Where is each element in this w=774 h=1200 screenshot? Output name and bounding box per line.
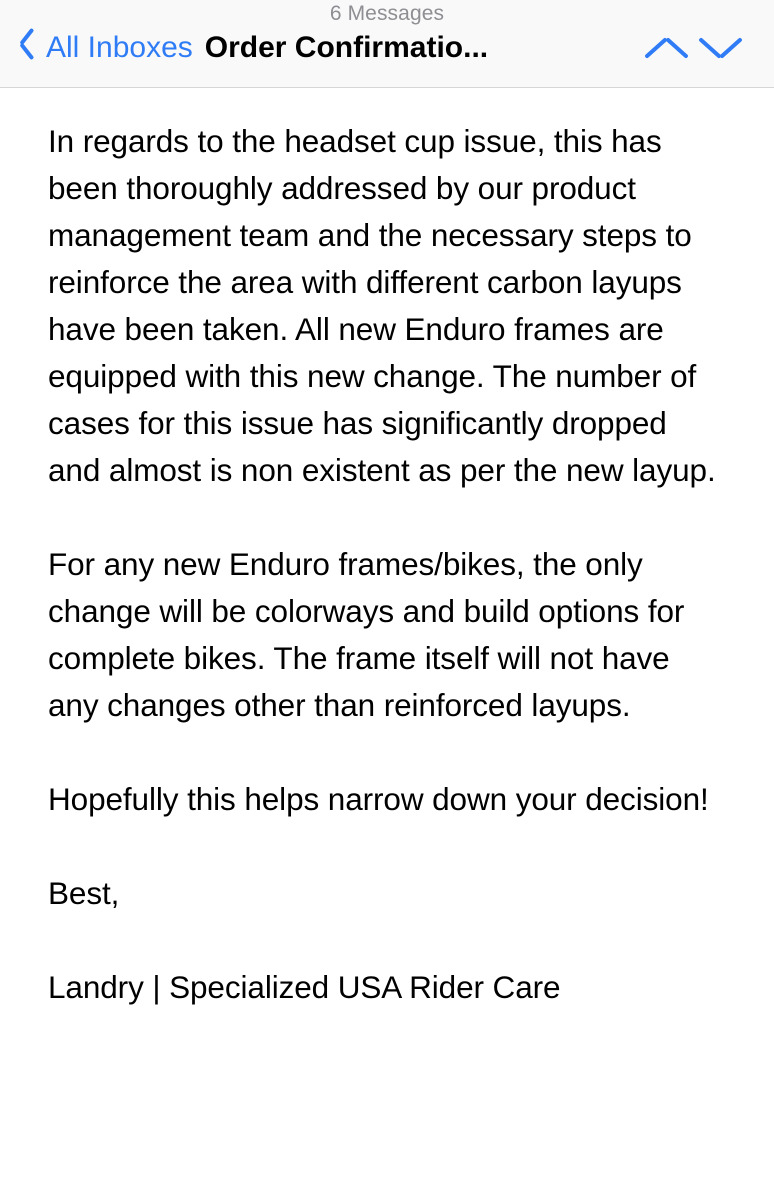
chevron-down-icon[interactable] — [694, 28, 748, 68]
message-paragraph: In regards to the headset cup issue, this has been thoroughly addressed by our product management team and the necessary steps to reinforce the area with different carbon layups have been taken. All new Enduro frames are equipped with this new change. The number of cases for this issue has significantly dropped and almost is non existent as per the new layup. — [48, 123, 716, 488]
message-navigation-controls — [640, 28, 748, 68]
message-signature: Landry | Specialized USA Rider Care — [48, 969, 561, 1005]
message-body — [0, 88, 774, 1011]
chevron-left-icon — [14, 31, 40, 65]
back-button-label: All Inboxes — [46, 31, 193, 64]
message-paragraph: Hopefully this helps narrow down your decision! — [48, 781, 709, 817]
message-paragraph: Best, — [48, 875, 120, 911]
navigation-bar — [0, 0, 774, 88]
back-button[interactable] — [14, 31, 193, 65]
message-paragraph: For any new Enduro frames/bikes, the only change will be colorways and build options for complete bikes. The frame itself will not have any changes other than reinforced layups. — [48, 546, 685, 723]
page-title: Order Confirmatio... — [204, 31, 489, 64]
navbar-row — [0, 24, 774, 72]
chevron-up-icon[interactable] — [640, 28, 694, 68]
message-count-label: 6 Messages — [329, 2, 445, 25]
